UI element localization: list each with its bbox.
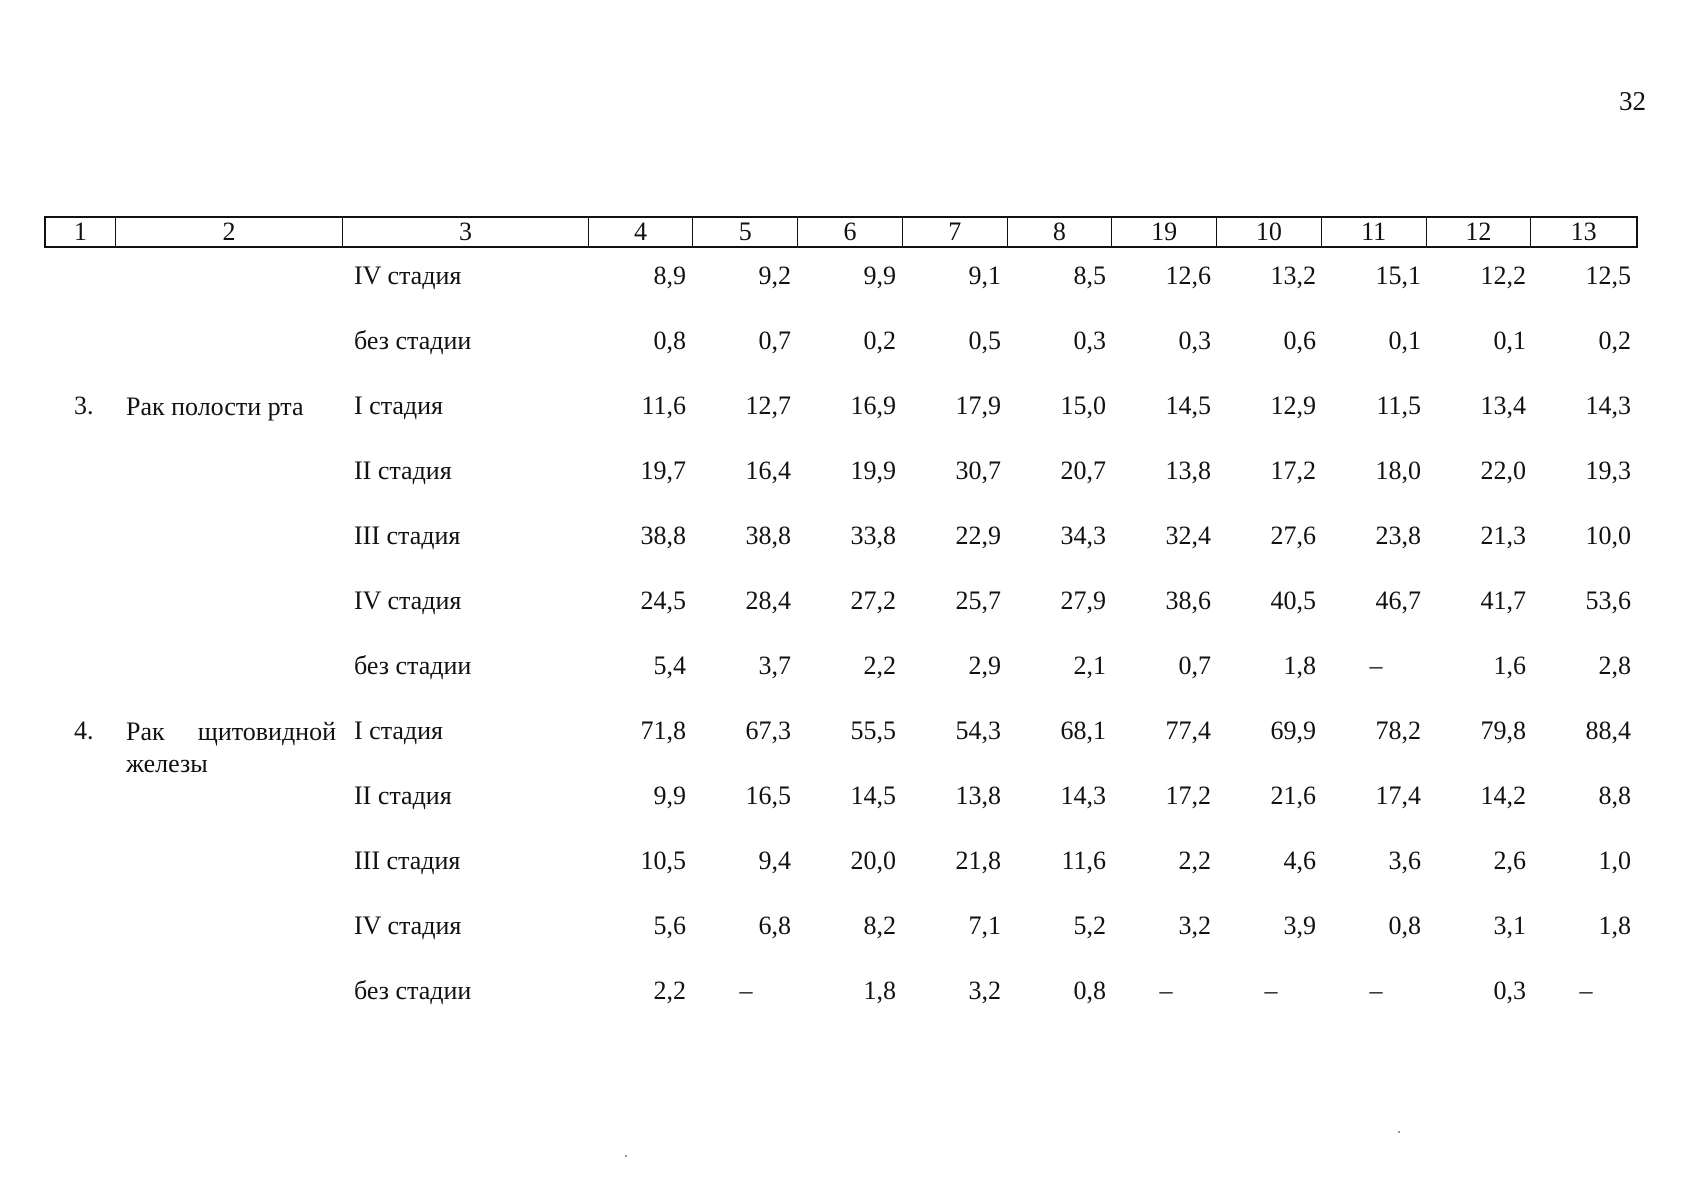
header-cell: 10	[1217, 218, 1322, 246]
value-cell: 8,5	[1073, 261, 1106, 290]
stage-label: без стадии	[354, 651, 472, 680]
value-cell: 12,6	[1165, 261, 1211, 290]
stage-label: I стадия	[354, 716, 444, 745]
value-cell: 20,0	[850, 846, 896, 875]
value-cell: 38,6	[1165, 586, 1211, 615]
value-cell: 1,8	[1283, 651, 1316, 680]
value-cell: 22,0	[1480, 456, 1526, 485]
table-row	[44, 443, 1638, 508]
stage-label: IV стадия	[354, 261, 462, 290]
table-row	[44, 508, 1638, 573]
value-cell: 4,6	[1283, 846, 1316, 875]
value-cell: 15,0	[1060, 391, 1106, 420]
stage-label: II стадия	[354, 781, 452, 810]
value-cell: 9,4	[758, 846, 791, 875]
value-cell: 0,2	[1598, 326, 1631, 355]
value-cell: 9,1	[968, 261, 1001, 290]
table-row	[44, 833, 1638, 898]
value-cell: 2,6	[1493, 846, 1526, 875]
table-row	[44, 898, 1638, 963]
value-cell: 9,2	[758, 261, 791, 290]
value-cell: 68,1	[1060, 716, 1106, 745]
value-cell: 1,8	[863, 976, 896, 1005]
value-cell: 14,3	[1060, 781, 1106, 810]
value-cell: 41,7	[1480, 586, 1526, 615]
value-cell: 12,7	[745, 391, 791, 420]
value-cell: 9,9	[863, 261, 896, 290]
value-cell: 2,1	[1073, 651, 1106, 680]
value-cell: 53,6	[1585, 586, 1631, 615]
value-cell: 0,8	[1073, 976, 1106, 1005]
value-cell: 19,7	[640, 456, 686, 485]
value-cell: 46,7	[1375, 586, 1421, 615]
value-cell: 40,5	[1270, 586, 1316, 615]
value-cell: 69,9	[1270, 716, 1316, 745]
table-row	[44, 963, 1638, 1028]
value-cell: 77,4	[1165, 716, 1211, 745]
value-cell: 22,9	[955, 521, 1001, 550]
table-row	[44, 638, 1638, 703]
header-cell: 8	[1008, 218, 1113, 246]
value-cell: 0,3	[1178, 326, 1211, 355]
header-cell: 13	[1570, 217, 1597, 246]
value-cell: 18,0	[1375, 456, 1421, 485]
table-row	[44, 378, 1638, 443]
value-cell: 27,9	[1060, 586, 1106, 615]
value-cell: 21,6	[1270, 781, 1316, 810]
value-cell: 15,1	[1375, 261, 1421, 290]
value-cell: 5,2	[1073, 911, 1106, 940]
value-cell: 8,2	[863, 911, 896, 940]
value-cell: 88,4	[1585, 716, 1631, 745]
stage-label: I стадия	[354, 391, 444, 420]
value-cell: 0,6	[1283, 326, 1316, 355]
value-cell: 11,6	[641, 391, 686, 420]
value-cell: 0,8	[653, 326, 686, 355]
value-cell: 1,6	[1493, 651, 1526, 680]
value-cell: 13,8	[955, 781, 1001, 810]
value-cell: 0,2	[863, 326, 896, 355]
value-cell: 10,0	[1585, 521, 1631, 550]
header-cell: 12	[1427, 218, 1532, 246]
stage-label: IV стадия	[354, 911, 462, 940]
value-cell: 67,3	[745, 716, 791, 745]
value-cell: –	[1579, 976, 1593, 1005]
value-cell: –	[1369, 651, 1383, 680]
value-cell: 25,7	[955, 586, 1001, 615]
value-cell: 30,7	[955, 456, 1001, 485]
page-number: 32	[1619, 86, 1646, 116]
value-cell: 3,9	[1283, 911, 1316, 940]
value-cell: 8,8	[1598, 781, 1631, 810]
value-cell: 19,3	[1585, 456, 1631, 485]
cancer-site-name: Рак полости рта	[126, 392, 304, 421]
value-cell: 0,1	[1388, 326, 1421, 355]
value-cell: 3,6	[1388, 846, 1421, 875]
table-header-row	[44, 216, 1638, 248]
table-body	[44, 248, 1638, 1028]
value-cell: 21,3	[1480, 521, 1526, 550]
stage-label: без стадии	[354, 326, 472, 355]
value-cell: 8,9	[653, 261, 686, 290]
value-cell: 2,2	[863, 651, 896, 680]
value-cell: 12,2	[1480, 261, 1526, 290]
value-cell: 17,9	[955, 391, 1001, 420]
value-cell: 16,5	[745, 781, 791, 810]
value-cell: 0,5	[968, 326, 1001, 355]
value-cell: 38,8	[745, 521, 791, 550]
value-cell: 1,0	[1598, 846, 1631, 875]
header-cell: 6	[798, 218, 903, 246]
value-cell: 2,2	[1178, 846, 1211, 875]
value-cell: –	[739, 976, 753, 1005]
value-cell: 2,8	[1598, 651, 1631, 680]
value-cell: 28,4	[745, 586, 791, 615]
value-cell: 21,8	[955, 846, 1001, 875]
scan-speck	[625, 1155, 627, 1157]
value-cell: 71,8	[640, 716, 686, 745]
value-cell: 0,8	[1388, 911, 1421, 940]
value-cell: 3,2	[968, 976, 1001, 1005]
stage-label: без стадии	[354, 976, 472, 1005]
scan-speck	[1398, 1131, 1400, 1133]
value-cell: 7,1	[968, 911, 1001, 940]
value-cell: 2,2	[653, 976, 686, 1005]
value-cell: 20,7	[1060, 456, 1106, 485]
value-cell: 3,1	[1493, 911, 1526, 940]
value-cell: 24,5	[640, 586, 686, 615]
value-cell: 5,6	[653, 911, 686, 940]
stage-label: III стадия	[354, 521, 461, 550]
cancer-site-name-part: Рак	[126, 717, 165, 746]
value-cell: –	[1369, 976, 1383, 1005]
value-cell: 12,9	[1270, 391, 1316, 420]
header-cell: 3	[343, 218, 588, 246]
table-row	[44, 313, 1638, 378]
cancer-site-name-part: железы	[126, 749, 208, 778]
table-row	[44, 768, 1638, 833]
table-row	[44, 248, 1638, 313]
value-cell: 0,7	[1178, 651, 1211, 680]
value-cell: 0,1	[1493, 326, 1526, 355]
value-cell: 11,6	[1061, 846, 1106, 875]
value-cell: 6,8	[758, 911, 791, 940]
table-row	[44, 703, 1638, 778]
stage-label: II стадия	[354, 456, 452, 485]
value-cell: 17,2	[1165, 781, 1211, 810]
value-cell: 19,9	[850, 456, 896, 485]
value-cell: 14,3	[1585, 391, 1631, 420]
value-cell: 23,8	[1375, 521, 1421, 550]
value-cell: 0,7	[758, 326, 791, 355]
value-cell: 79,8	[1480, 716, 1526, 745]
value-cell: 33,8	[850, 521, 896, 550]
value-cell: 55,5	[850, 716, 896, 745]
value-cell: 11,5	[1376, 391, 1421, 420]
value-cell: 5,4	[653, 651, 686, 680]
value-cell: 38,8	[640, 521, 686, 550]
row-number: 3.	[74, 391, 94, 420]
value-cell: 27,2	[850, 586, 896, 615]
table-row	[44, 573, 1638, 638]
value-cell: 13,8	[1165, 456, 1211, 485]
stage-label: IV стадия	[354, 586, 462, 615]
header-cell: 1	[46, 218, 116, 246]
header-cell: 2	[116, 218, 343, 246]
value-cell: 16,9	[850, 391, 896, 420]
value-cell: 13,4	[1480, 391, 1526, 420]
value-cell: 3,7	[758, 651, 791, 680]
value-cell: 17,4	[1375, 781, 1421, 810]
header-cell: 7	[903, 218, 1008, 246]
value-cell: 10,5	[640, 846, 686, 875]
value-cell: 1,8	[1598, 911, 1631, 940]
header-cell: 19	[1112, 218, 1217, 246]
value-cell: 78,2	[1375, 716, 1421, 745]
value-cell: 32,4	[1165, 521, 1211, 550]
value-cell: 54,3	[955, 716, 1001, 745]
value-cell: 9,9	[653, 781, 686, 810]
value-cell: 0,3	[1493, 976, 1526, 1005]
value-cell: 14,2	[1480, 781, 1526, 810]
value-cell: 12,5	[1585, 261, 1631, 290]
value-cell: 14,5	[850, 781, 896, 810]
value-cell: 34,3	[1060, 521, 1106, 550]
header-cell: 5	[693, 218, 798, 246]
value-cell: 16,4	[745, 456, 791, 485]
value-cell: –	[1264, 976, 1278, 1005]
value-cell: 0,3	[1073, 326, 1106, 355]
row-number: 4.	[74, 716, 94, 745]
header-cell: 4	[589, 218, 694, 246]
value-cell: 17,2	[1270, 456, 1316, 485]
stage-label: III стадия	[354, 846, 461, 875]
value-cell: –	[1159, 976, 1173, 1005]
value-cell: 13,2	[1270, 261, 1316, 290]
cancer-site-name-part: щитовидной	[197, 717, 336, 746]
header-cell: 11	[1322, 218, 1427, 246]
value-cell: 27,6	[1270, 521, 1316, 550]
value-cell: 3,2	[1178, 911, 1211, 940]
value-cell: 14,5	[1165, 391, 1211, 420]
value-cell: 2,9	[968, 651, 1001, 680]
